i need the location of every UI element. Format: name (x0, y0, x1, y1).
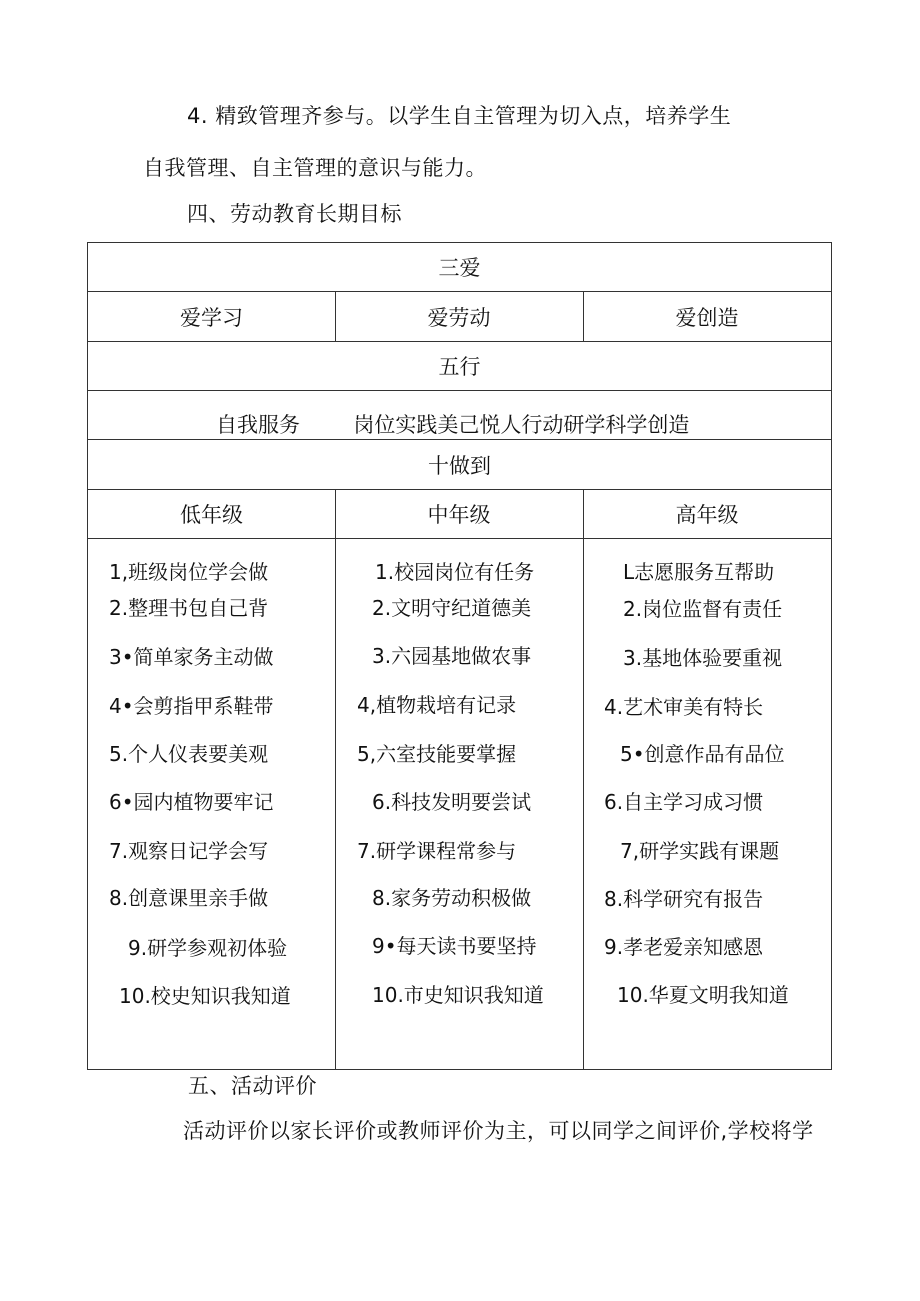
list-item: 4•会剪指甲系鞋带 (109, 694, 274, 718)
section-5-heading: 五、活动评价 (188, 1074, 317, 1098)
column-divider (583, 490, 584, 1069)
list-item: 1,班级岗位学会做 (109, 560, 269, 584)
column-divider (335, 292, 336, 342)
ten-dos-title-row (88, 440, 831, 490)
list-item: 7.观察日记学会写 (109, 839, 269, 863)
list-item: 3.基地体验要重视 (623, 646, 783, 670)
section-4-heading: 四、劳动教育长期目标 (187, 202, 402, 226)
list-item: 7.研学课程常参与 (357, 839, 517, 863)
list-item: 1.校园岗位有任务 (375, 560, 535, 584)
list-item: 5,六室技能要掌握 (357, 742, 517, 766)
list-item: 3•简单家务主动做 (109, 645, 274, 669)
list-item: 9.孝老爱亲知感恩 (604, 935, 764, 959)
evaluation-paragraph-line-1: 活动评价以家长评价或教师评价为主，可以同学之间评价,学校将学 (183, 1119, 814, 1143)
five-actions-title: 五行 (438, 355, 481, 379)
list-item: 9.研学参观初体验 (128, 936, 288, 960)
list-item: 3.六园基地做农事 (372, 644, 532, 668)
five-actions-line: 自我服务 岗位实践美己悦人行动研学科学创造 (216, 413, 690, 437)
list-item: 10.华夏文明我知道 (617, 983, 789, 1007)
high-grade-header: 高年级 (675, 503, 739, 527)
love-labor-cell: 爱劳动 (427, 305, 491, 330)
list-item: 6•园内植物要牢记 (109, 790, 274, 814)
five-actions-title-row (88, 342, 831, 391)
list-item: 6.科技发明要尝试 (372, 790, 532, 814)
three-loves-title: 三爱 (438, 256, 481, 280)
list-item: 8.科学研究有报告 (604, 887, 764, 911)
list-item: 4.艺术审美有特长 (604, 695, 764, 719)
list-item: 2.文明守纪道德美 (372, 596, 532, 620)
love-learning-cell: 爱学习 (180, 305, 243, 330)
list-item: 5.个人仪表要美观 (109, 742, 269, 766)
column-divider (335, 490, 336, 1069)
intro-paragraph-line-1: 4. 精致管理齐参与。以学生自主管理为切入点，培养学生 (187, 104, 732, 128)
three-loves-title-row (88, 243, 831, 292)
ten-dos-title: 十做到 (428, 453, 491, 478)
list-item: 2.岗位监督有责任 (623, 597, 783, 621)
list-item: 4,植物栽培有记录 (357, 693, 517, 717)
list-item: 5•创意作品有品位 (620, 742, 785, 766)
list-item: 10.校史知识我知道 (119, 984, 291, 1008)
list-item: 10.市史知识我知道 (372, 983, 544, 1007)
list-item: 9•每天读书要坚持 (372, 934, 537, 958)
list-item: 8.家务劳动积极做 (372, 886, 532, 910)
grade-header-row (88, 490, 831, 539)
mid-grade-header: 中年级 (427, 503, 491, 527)
love-creation-cell: 爱创造 (675, 305, 739, 330)
labor-education-goals-table (87, 242, 832, 1070)
low-grade-header: 低年级 (180, 503, 243, 527)
list-item: 8.创意课里亲手做 (109, 886, 269, 910)
list-item: 6.自主学习成习惯 (604, 790, 764, 814)
five-actions-items-row (88, 391, 831, 440)
intro-paragraph-line-2: 自我管理、自主管理的意识与能力。 (143, 156, 487, 180)
list-item: 7,研学实践有课题 (620, 839, 780, 863)
three-loves-items-row (88, 292, 831, 342)
list-item: 2.整理书包自己背 (109, 596, 269, 620)
list-item: L志愿服务互帮助 (623, 560, 775, 584)
column-divider (583, 292, 584, 342)
